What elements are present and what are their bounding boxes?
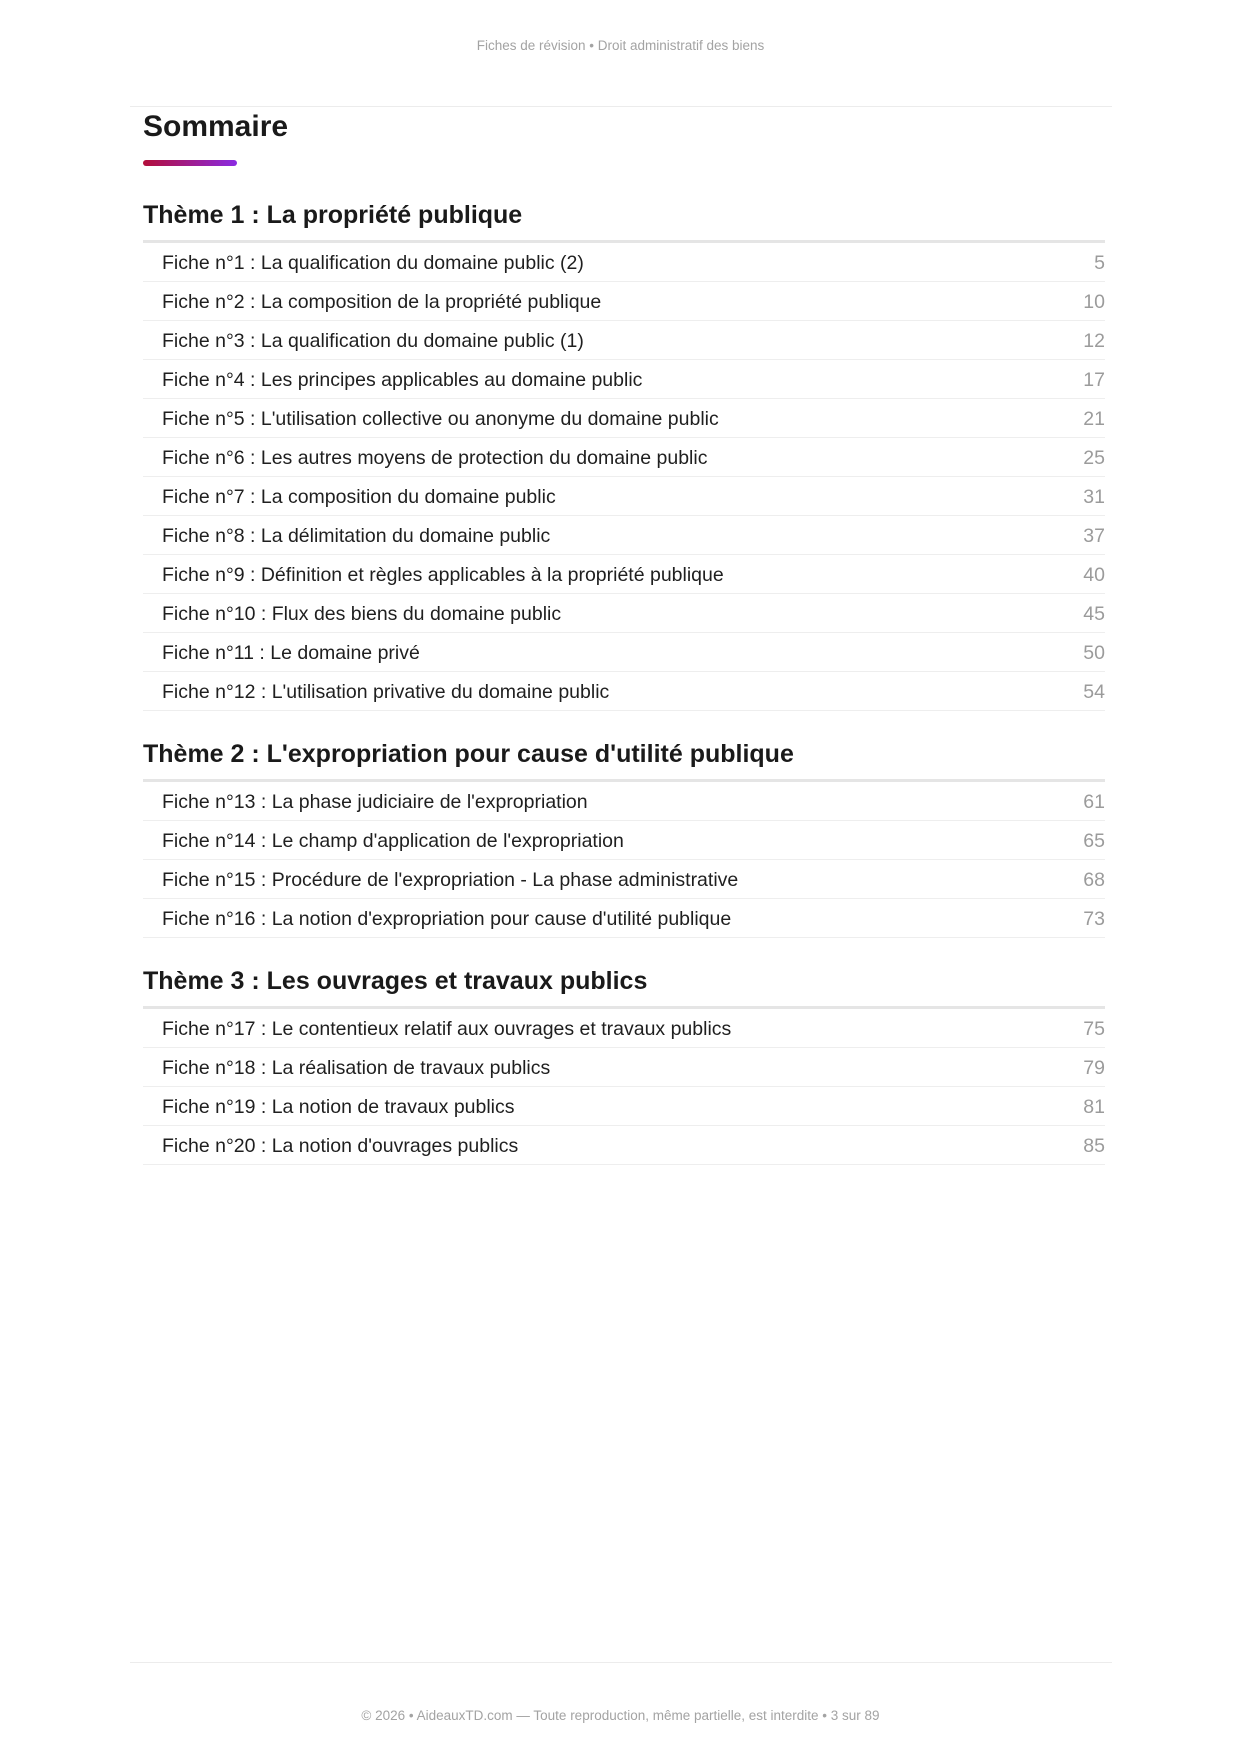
toc-entry[interactable]: [143, 282, 1105, 321]
toc-entry[interactable]: [143, 516, 1105, 555]
toc-entry[interactable]: [143, 899, 1105, 938]
footer-divider: [130, 1662, 1112, 1663]
page-footer: © 2026 • AideauxTD.com — Toute reproduction, même partielle, est interdite • 3 sur 89: [361, 1708, 880, 1723]
toc-entry-page-number: 5: [1094, 251, 1105, 274]
theme-section: [143, 737, 1105, 938]
toc-entry-page-number: 68: [1083, 868, 1105, 891]
toc-entry-label: Fiche n°11 : Le domaine privé: [162, 641, 420, 664]
toc-entry-page-number: 17: [1083, 368, 1105, 391]
toc-entry-label: Fiche n°3 : La qualification du domaine public (1): [162, 329, 584, 352]
toc-entry-page-number: 85: [1083, 1134, 1105, 1157]
toc-entry-label: Fiche n°19 : La notion de travaux publics: [162, 1095, 515, 1118]
toc-entry[interactable]: [143, 1048, 1105, 1087]
toc-entry-label: Fiche n°17 : Le contentieux relatif aux ouvrages et travaux publics: [162, 1017, 732, 1040]
running-header: Fiches de révision • Droit administratif des biens: [476, 38, 765, 53]
toc-entry-label: Fiche n°13 : La phase judiciaire de l'expropriation: [162, 790, 588, 813]
toc-entry-label: Fiche n°15 : Procédure de l'expropriation - La phase administrative: [162, 868, 739, 891]
toc-entry-label: Fiche n°7 : La composition du domaine public: [162, 485, 556, 508]
toc-entry[interactable]: [143, 477, 1105, 516]
toc-entry-label: Fiche n°2 : La composition de la propriété publique: [162, 290, 602, 313]
toc-entry[interactable]: [143, 594, 1105, 633]
toc-entry[interactable]: [143, 782, 1105, 821]
toc-entry-page-number: 31: [1083, 485, 1105, 508]
toc-entry[interactable]: [143, 672, 1105, 711]
theme-title: Thème 3 : Les ouvrages et travaux publics: [143, 967, 648, 995]
toc-entry-label: Fiche n°20 : La notion d'ouvrages publics: [162, 1134, 519, 1157]
toc-entry-page-number: 12: [1083, 329, 1105, 352]
theme-section: [143, 964, 1105, 1165]
page-title: Sommaire: [143, 110, 289, 143]
toc-entry-label: Fiche n°18 : La réalisation de travaux publics: [162, 1056, 551, 1079]
toc-entry-page-number: 81: [1083, 1095, 1105, 1118]
toc-entry-label: Fiche n°10 : Flux des biens du domaine public: [162, 602, 562, 625]
toc-entry-page-number: 61: [1083, 790, 1105, 813]
toc-entry[interactable]: [143, 821, 1105, 860]
toc-entry-page-number: 75: [1083, 1017, 1105, 1040]
toc-entry-page-number: 50: [1083, 641, 1105, 664]
toc-entry-page-number: 79: [1083, 1056, 1105, 1079]
toc-entry[interactable]: [143, 555, 1105, 594]
toc-entry[interactable]: [143, 243, 1105, 282]
toc-entry-page-number: 25: [1083, 446, 1105, 469]
toc-entry[interactable]: [143, 399, 1105, 438]
toc-entry-page-number: 65: [1083, 829, 1105, 852]
toc-entry-label: Fiche n°8 : La délimitation du domaine public: [162, 524, 551, 547]
toc-entry-label: Fiche n°4 : Les principes applicables au domaine public: [162, 368, 643, 391]
theme-section: [143, 198, 1105, 711]
toc-entry[interactable]: [143, 360, 1105, 399]
toc-entry-page-number: 54: [1083, 680, 1105, 703]
toc-entry-page-number: 40: [1083, 563, 1105, 586]
toc-entry-label: Fiche n°14 : Le champ d'application de l'expropriation: [162, 829, 624, 852]
toc-entry-label: Fiche n°1 : La qualification du domaine public (2): [162, 251, 584, 274]
header-divider: [130, 106, 1112, 107]
toc-entry[interactable]: [143, 860, 1105, 899]
theme-title: Thème 2 : L'expropriation pour cause d'utilité publique: [143, 740, 794, 768]
toc-entry-label: Fiche n°5 : L'utilisation collective ou anonyme du domaine public: [162, 407, 719, 430]
toc-entry-page-number: 73: [1083, 907, 1105, 930]
toc-entry-label: Fiche n°16 : La notion d'expropriation pour cause d'utilité publique: [162, 907, 732, 930]
toc-entry-page-number: 37: [1083, 524, 1105, 547]
toc-entry[interactable]: [143, 1009, 1105, 1048]
toc-entry[interactable]: [143, 1126, 1105, 1165]
title-accent-bar: [143, 160, 237, 166]
toc-entry-page-number: 21: [1083, 407, 1105, 430]
toc-entry[interactable]: [143, 1087, 1105, 1126]
toc-entry-label: Fiche n°9 : Définition et règles applicables à la propriété publique: [162, 563, 724, 586]
toc-entry-label: Fiche n°6 : Les autres moyens de protection du domaine public: [162, 446, 708, 469]
theme-list: [143, 198, 1105, 1165]
theme-title: Thème 1 : La propriété publique: [143, 201, 523, 229]
toc-entry[interactable]: [143, 633, 1105, 672]
toc-entry[interactable]: [143, 321, 1105, 360]
toc-entry-page-number: 10: [1083, 290, 1105, 313]
toc-entry[interactable]: [143, 438, 1105, 477]
toc-entry-page-number: 45: [1083, 602, 1105, 625]
toc-entry-label: Fiche n°12 : L'utilisation privative du domaine public: [162, 680, 610, 703]
table-of-contents: [143, 108, 1105, 1165]
